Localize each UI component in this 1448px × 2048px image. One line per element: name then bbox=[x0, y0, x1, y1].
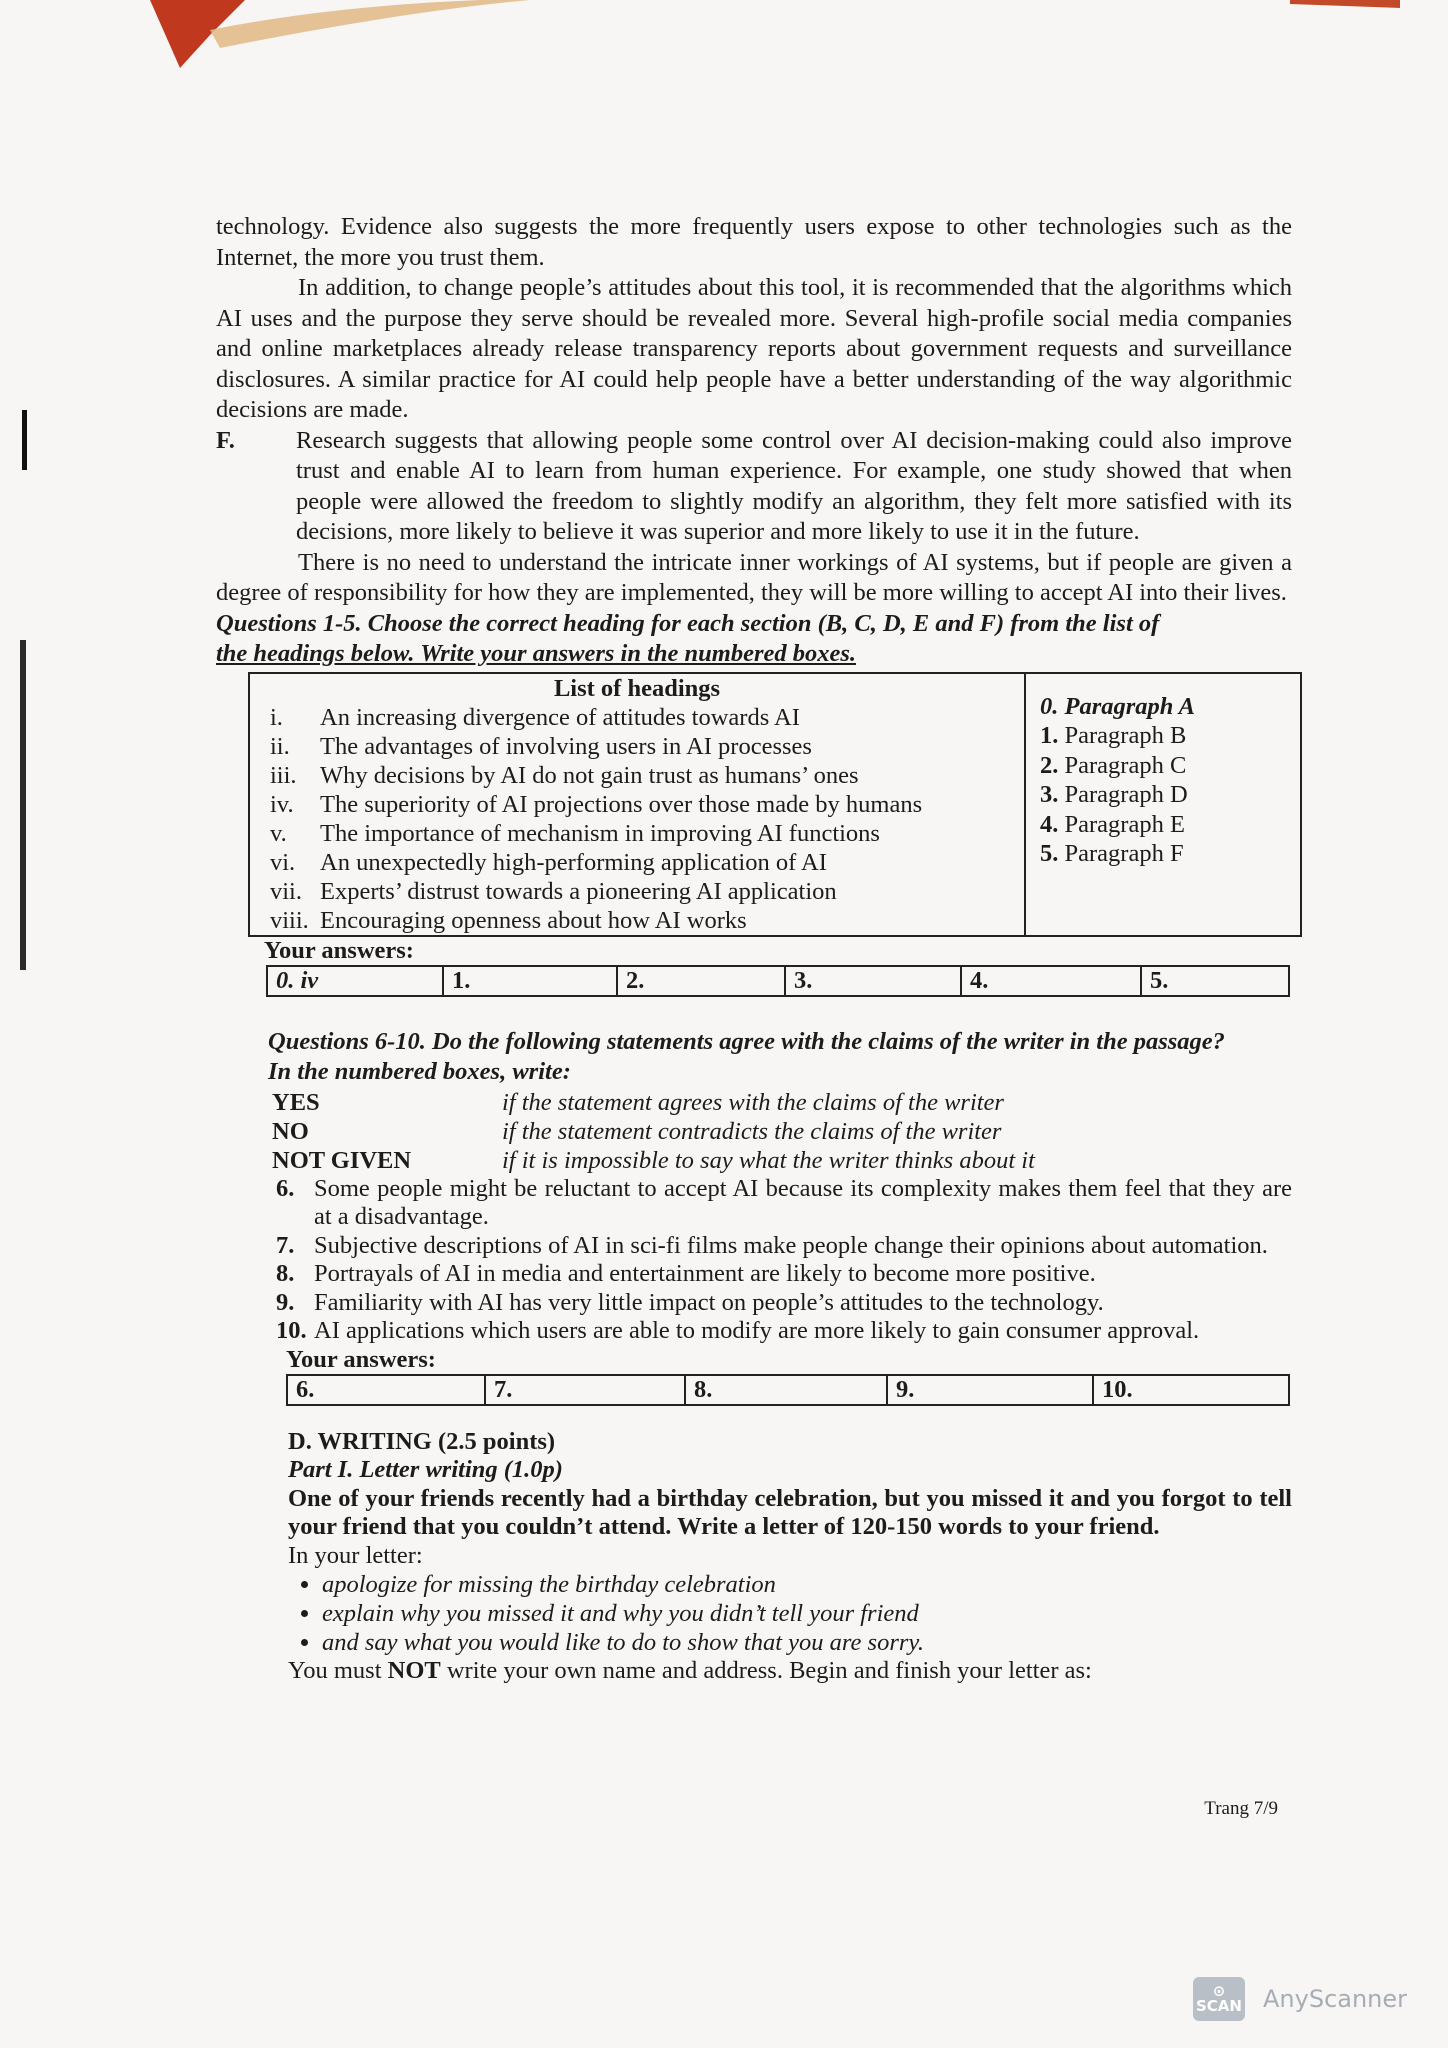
paragraph-name: Paragraph D bbox=[1064, 781, 1188, 808]
answers-label: Your answers: bbox=[264, 936, 414, 964]
paragraph-item bbox=[1040, 721, 1300, 751]
questions-1-5-instruction: Questions 1-5. Choose the correct heading for each section (B, C, D, E and F) from the list of the headings below. Write your answers in the numbered boxes. bbox=[216, 609, 1160, 667]
heading-row bbox=[250, 790, 1024, 819]
statement-text: Subjective descriptions of AI in sci-fi films make people change their opinions about automation. bbox=[314, 1231, 1268, 1259]
heading-text: The superiority of AI projections over those made by humans bbox=[320, 790, 923, 818]
headings-list-title: List of headings bbox=[553, 674, 721, 702]
answer-box[interactable]: 3. bbox=[786, 967, 962, 995]
heading-number: iv. bbox=[270, 790, 294, 818]
paragraph-list bbox=[1026, 674, 1300, 869]
statement-item bbox=[276, 1232, 1292, 1261]
paragraph-number: 4. bbox=[1040, 810, 1059, 838]
letter-bullets bbox=[288, 1570, 1292, 1657]
statement-item bbox=[276, 1260, 1292, 1289]
answer-boxes-1-5 bbox=[266, 965, 1290, 997]
heading-text: An unexpectedly high-performing application of AI bbox=[320, 848, 827, 876]
section-f-label: F. bbox=[216, 426, 235, 454]
section-f bbox=[216, 426, 1292, 548]
heading-number: ii. bbox=[270, 732, 290, 760]
paragraph-item bbox=[1040, 839, 1300, 869]
legend-key: YES bbox=[272, 1088, 320, 1116]
statement-number: 8. bbox=[276, 1260, 295, 1287]
legend-description: if the statement agrees with the claims of the writer bbox=[502, 1088, 1004, 1116]
closing-instruction: You must NOT write your own name and address. Begin and finish your letter as: bbox=[288, 1657, 1092, 1684]
writing-task: One of your friends recently had a birthday celebration, but you missed it and you forgot to tell your friend that you couldn’t attend. Write a letter of 120-150 words to your friend. bbox=[288, 1484, 1292, 1540]
statement-text: Familiarity with AI has very little impact on people’s attitudes to the technology. bbox=[314, 1288, 1104, 1316]
paragraph-name: Paragraph F bbox=[1064, 840, 1184, 867]
heading-row bbox=[250, 848, 1024, 877]
statement-item bbox=[276, 1289, 1292, 1318]
legend-description: if it is impossible to say what the writer thinks about it bbox=[502, 1146, 1035, 1174]
passage-paragraph: technology. Evidence also suggests the more frequently users expose to other technologies such as the Internet, the more you trust them. bbox=[216, 213, 1292, 271]
answer-box[interactable]: 1. bbox=[444, 967, 618, 995]
legend-description: if the statement contradicts the claims of the writer bbox=[502, 1117, 1002, 1145]
heading-row bbox=[250, 761, 1024, 790]
passage-paragraph: In addition, to change people’s attitudes about this tool, it is recommended that the algorithms which AI uses and the purpose they serve should be revealed more. Several high-profile social media companies and online marketplaces already release transparency reports about government requests and surveillance disclosures. A similar practice for AI could help people have a better understanding of the way algorithmic decisions are made. bbox=[216, 274, 1292, 423]
paragraph-name: Paragraph B bbox=[1064, 722, 1187, 749]
heading-row bbox=[250, 732, 1024, 761]
letter-bullet: • apologize for missing the birthday celebration bbox=[322, 1570, 1292, 1599]
paragraph-item bbox=[1040, 780, 1300, 810]
heading-number: viii. bbox=[270, 906, 309, 934]
questions-6-10-instruction: Questions 6-10. Do the following statements agree with the claims of the writer in the passage? In the numbered boxes, write: bbox=[268, 1027, 1225, 1085]
letter-bullet: • explain why you missed it and why you didn’t tell your friend bbox=[322, 1599, 1292, 1628]
paragraph-number: 3. bbox=[1040, 781, 1059, 808]
paragraph-number: 1. bbox=[1040, 722, 1059, 749]
statement-text: AI applications which users are able to modify are more likely to gain consumer approval. bbox=[314, 1317, 1200, 1344]
answer-box[interactable]: 0. iv bbox=[268, 967, 444, 995]
writing-section bbox=[288, 1428, 1292, 1686]
answer-box[interactable]: 4. bbox=[962, 967, 1142, 995]
heading-text: Why decisions by AI do not gain trust as humans’ ones bbox=[320, 761, 859, 789]
heading-number: vii. bbox=[270, 877, 302, 905]
page-number: Trang 7/9 bbox=[1204, 1798, 1278, 1819]
heading-text: The importance of mechanism in improving AI functions bbox=[320, 819, 880, 847]
answer-box[interactable]: 5. bbox=[1150, 966, 1169, 994]
passage-paragraph: There is no need to understand the intricate inner workings of AI systems, but if people are given a degree of responsibility for how they are implemented, they will be more willing to accept AI into their lives. bbox=[216, 548, 1292, 606]
legend-key: NO bbox=[272, 1117, 309, 1145]
answer-boxes-6-10 bbox=[286, 1374, 1290, 1406]
page-content bbox=[216, 212, 1292, 1686]
answer-box[interactable]: 2. bbox=[618, 967, 786, 995]
scanner-name: AnyScanner bbox=[1263, 1985, 1408, 2013]
headings-list bbox=[250, 703, 1024, 935]
heading-text: An increasing divergence of attitudes towards AI bbox=[320, 703, 800, 731]
edge-mark bbox=[20, 640, 26, 970]
heading-row bbox=[250, 703, 1024, 732]
heading-number: vi. bbox=[270, 848, 296, 876]
statement-list bbox=[216, 1175, 1292, 1346]
answer-box[interactable]: 8. bbox=[686, 1376, 888, 1404]
statement-text: Some people might be reluctant to accept AI because its complexity makes them feel that they are at a disadvantage. bbox=[314, 1174, 1292, 1230]
legend-row bbox=[272, 1117, 1292, 1146]
heading-number: iii. bbox=[270, 761, 297, 789]
heading-number: v. bbox=[270, 819, 287, 847]
scanner-watermark bbox=[1193, 1977, 1407, 2021]
heading-number: i. bbox=[270, 703, 283, 731]
answer-box[interactable]: 10. bbox=[1102, 1375, 1133, 1403]
heading-row bbox=[250, 877, 1024, 906]
heading-text: The advantages of involving users in AI processes bbox=[320, 732, 812, 760]
legend-row bbox=[272, 1088, 1292, 1117]
paragraph-item bbox=[1040, 751, 1300, 781]
heading-row bbox=[250, 906, 1024, 935]
paragraph-name: Paragraph A bbox=[1064, 692, 1195, 720]
edge-mark bbox=[22, 410, 27, 470]
answer-legend bbox=[216, 1088, 1292, 1175]
statement-number: 9. bbox=[276, 1288, 295, 1316]
statement-number: 6. bbox=[276, 1174, 295, 1202]
paragraph-item bbox=[1040, 810, 1300, 840]
heading-text: Encouraging openness about how AI works bbox=[320, 906, 747, 934]
statement-number: 10. bbox=[276, 1317, 307, 1344]
answer-box[interactable]: 6. bbox=[288, 1376, 486, 1404]
statement-item bbox=[276, 1317, 1292, 1346]
writing-part-title: Part I. Letter writing (1.0p) bbox=[288, 1456, 563, 1483]
headings-table bbox=[248, 672, 1302, 937]
heading-text: Experts’ distrust towards a pioneering AI application bbox=[320, 877, 837, 905]
answer-box[interactable]: 7. bbox=[486, 1376, 686, 1404]
statement-item bbox=[276, 1175, 1292, 1232]
paragraph-number: 0. bbox=[1040, 692, 1059, 720]
in-letter-label: In your letter: bbox=[288, 1541, 423, 1569]
paragraph-name: Paragraph C bbox=[1064, 751, 1187, 779]
legend-row bbox=[272, 1146, 1292, 1175]
answers-label: Your answers: bbox=[286, 1345, 436, 1373]
paragraph-number: 2. bbox=[1040, 751, 1059, 779]
legend-key: NOT GIVEN bbox=[272, 1146, 412, 1174]
statement-text: Portrayals of AI in media and entertainment are likely to become more positive. bbox=[314, 1260, 1096, 1287]
statement-number: 7. bbox=[276, 1231, 295, 1259]
heading-row bbox=[250, 819, 1024, 848]
paragraph-number: 5. bbox=[1040, 840, 1059, 867]
paragraph-name: Paragraph E bbox=[1064, 810, 1185, 838]
writing-title: D. WRITING (2.5 points) bbox=[288, 1427, 556, 1455]
passage-paragraph: Research suggests that allowing people some control over AI decision-making could also improve trust and enable AI to learn from human experience. For example, one study showed that when people were allowed the freedom to slightly modify an algorithm, they felt more satisfied with its decisions, more likely to believe it was superior and more likely to use it in the future. bbox=[296, 426, 1292, 545]
letter-bullet: • and say what you would like to do to show that you are sorry. bbox=[322, 1628, 1292, 1657]
paragraph-item bbox=[1040, 692, 1300, 722]
scan-logo-icon: ⊙ SCAN bbox=[1193, 1977, 1245, 2021]
torn-corner-decoration bbox=[150, 0, 1400, 70]
answer-box[interactable]: 9. bbox=[888, 1376, 1094, 1404]
